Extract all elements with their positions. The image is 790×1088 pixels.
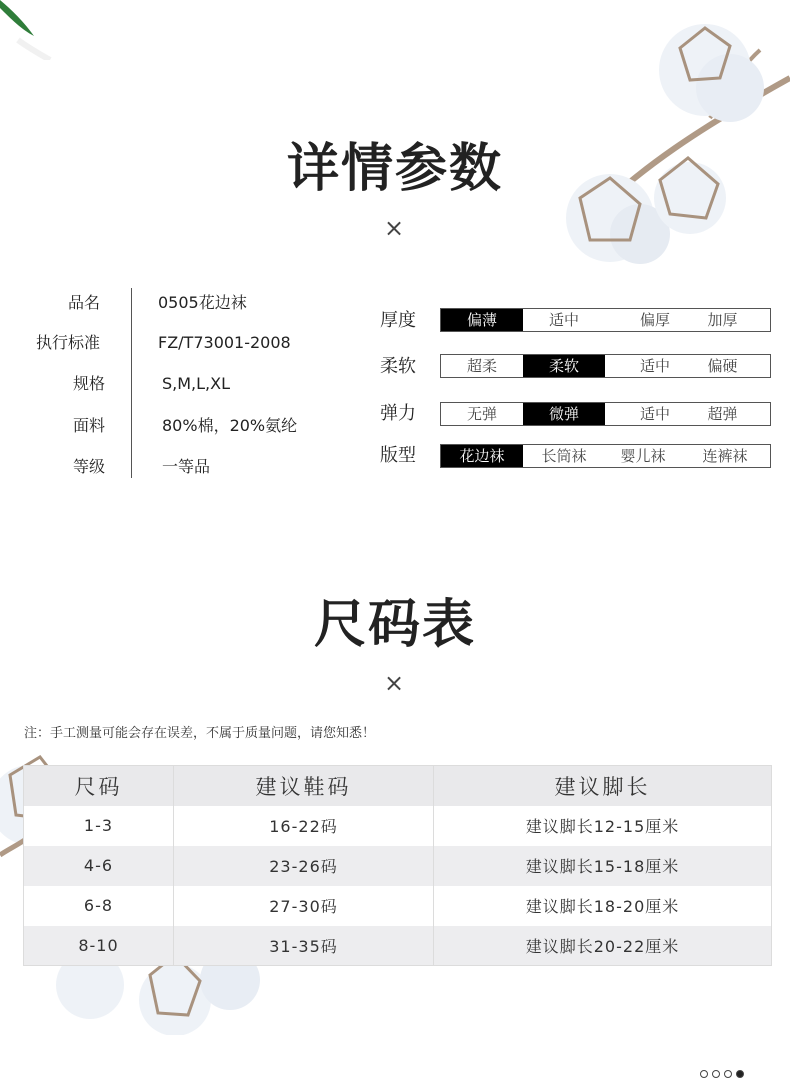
table-cell: 1-3 [24,806,174,846]
info-label: 面料 [72,416,105,435]
size-table [23,765,772,966]
table-cell: 6-8 [24,886,174,926]
page-dot-active[interactable] [736,1070,744,1078]
info-row [0,371,380,397]
scale-option: 适中 [639,357,670,375]
page-dot[interactable] [700,1070,708,1078]
info-label: 品名 [67,293,100,312]
scale-option: 无弹 [466,405,497,423]
scale-option: 超弹 [707,405,738,423]
table-cell: 27-30码 [174,886,434,926]
scale-option: 适中 [639,405,670,423]
size-chart-title: 尺码表 [313,595,476,655]
scale-option: 连裤袜 [702,447,748,465]
info-row [0,290,380,316]
attr-label-softness: 柔软 [380,356,416,377]
table-cell: 建议脚长12-15厘米 [434,806,772,846]
table-header: 尺码 [24,766,174,806]
attr-label-elasticity: 弹力 [380,403,416,424]
table-row [24,846,772,886]
leaf-icon [0,0,60,60]
info-value: FZ/T73001-2008 [158,333,291,352]
table-cell: 建议脚长15-18厘米 [434,846,772,886]
table-header: 建议鞋码 [174,766,434,806]
scale-style [440,444,771,468]
info-value: 一等品 [162,457,211,476]
scale-option: 加厚 [707,311,738,329]
table-cell: 建议脚长20-22厘米 [434,926,772,966]
info-label: 执行标准 [35,333,100,352]
table-row [24,926,772,966]
table-cell: 16-22码 [174,806,434,846]
info-value: 80%棉，20%氨纶 [162,416,298,435]
info-value: S,M,L,XL [162,374,231,393]
scale-option: 偏薄 [441,309,523,331]
scale-option: 超柔 [466,357,497,375]
close-icon: × [383,669,405,697]
scale-option: 适中 [548,311,579,329]
page-dot[interactable] [712,1070,720,1078]
info-value: 0505花边袜 [158,293,247,312]
table-header: 建议脚长 [434,766,772,806]
scale-option: 婴儿袜 [620,447,666,465]
table-header-row [24,766,772,806]
table-row [24,886,772,926]
scale-option: 偏厚 [639,311,670,329]
info-row [0,454,380,480]
scale-option: 微弹 [523,403,605,425]
page-dot[interactable] [724,1070,732,1078]
scale-option: 长筒袜 [541,447,587,465]
table-cell: 8-10 [24,926,174,966]
table-cell: 23-26码 [174,846,434,886]
table-cell: 建议脚长18-20厘米 [434,886,772,926]
scale-elasticity [440,402,771,426]
close-icon: × [383,214,405,242]
table-cell: 4-6 [24,846,174,886]
info-row [0,330,380,356]
attr-label-thickness: 厚度 [380,310,416,331]
size-note: 注：手工测量可能会存在误差，不属于质量问题，请您知悉！ [24,726,376,741]
scale-option: 偏硬 [707,357,738,375]
scale-softness [440,354,771,378]
attr-label-style: 版型 [380,445,416,466]
info-label: 等级 [72,457,105,476]
detail-title: 详情参数 [286,139,503,199]
scale-thickness [440,308,771,332]
info-label: 规格 [72,374,105,393]
scale-option: 柔软 [523,355,605,377]
scale-option: 花边袜 [441,445,523,467]
table-row [24,806,772,846]
pagination-dots [700,1070,744,1078]
info-row [0,413,380,439]
table-cell: 31-35码 [174,926,434,966]
